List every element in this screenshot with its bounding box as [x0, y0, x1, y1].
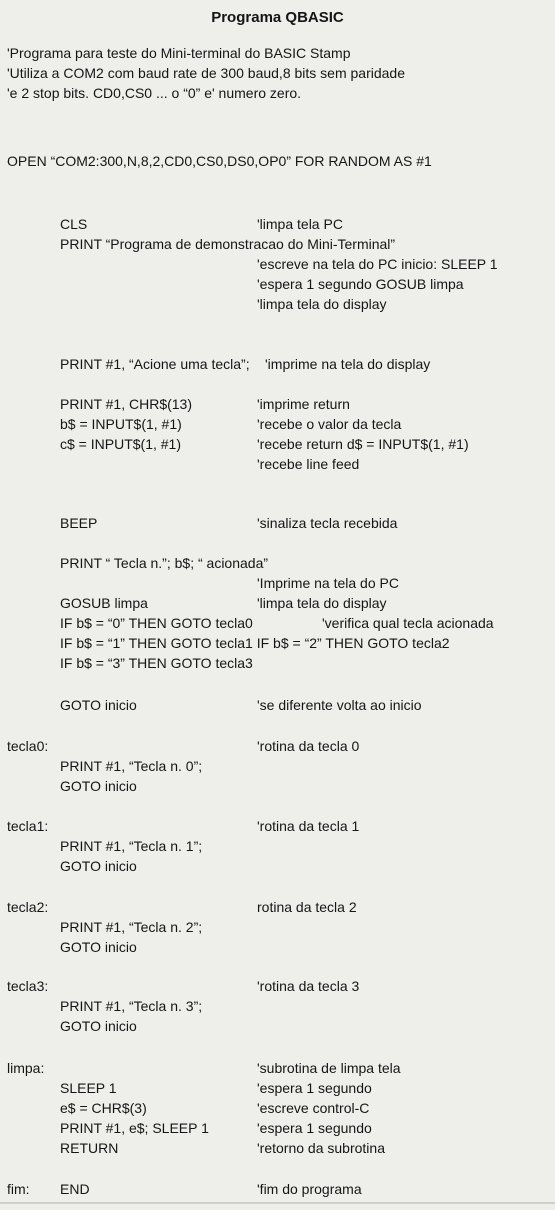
- code-comment: 'rotina da tecla 3: [257, 978, 360, 994]
- code-line: PRINT “Programa de demonstracao do Mini-Terminal”: [60, 236, 396, 252]
- code-label: tecla1:: [7, 818, 49, 834]
- code-comment: rotina da tecla 2: [257, 899, 357, 915]
- bottom-divider: [0, 1202, 555, 1204]
- document-title: Programa QBASIC: [211, 9, 344, 26]
- code-comment: 'retorno da subrotina: [257, 1140, 385, 1156]
- code-label: fim:: [7, 1181, 30, 1197]
- code-label: tecla0:: [7, 738, 49, 754]
- code-line: PRINT #1, “Tecla n. 0”;: [60, 758, 203, 774]
- code-line: SLEEP 1: [60, 1080, 117, 1096]
- code-line: GOTO inicio: [60, 1018, 137, 1034]
- code-line: IF b$ = “1” THEN GOTO tecla1 IF b$ = “2” THEN GOTO tecla2: [60, 635, 450, 651]
- code-line: PRINT #1, CHR$(13): [60, 396, 193, 412]
- code-line: GOTO inicio: [60, 939, 137, 955]
- code-line: c$ = INPUT$(1, #1): [60, 436, 181, 452]
- code-comment: 'limpa tela PC: [257, 216, 343, 232]
- code-line: END: [60, 1181, 90, 1197]
- code-line: RETURN: [60, 1140, 119, 1156]
- code-comment: 'escreve control-C: [257, 1100, 370, 1116]
- code-line: IF b$ = “0” THEN GOTO tecla0: [60, 615, 253, 631]
- code-comment: 'imprime na tela do display: [265, 356, 431, 372]
- code-line: IF b$ = “3” THEN GOTO tecla3: [60, 655, 253, 671]
- code-comment: 'Imprime na tela do PC: [257, 575, 399, 591]
- code-comment: 'espera 1 segundo: [257, 1080, 372, 1096]
- code-comment: 'limpa tela do display: [257, 595, 387, 611]
- code-line: PRINT “ Tecla n.”; b$; “ acionada”: [60, 555, 269, 571]
- code-comment: 'recebe return d$ = INPUT$(1, #1): [257, 436, 469, 452]
- code-line: BEEP: [60, 515, 98, 531]
- code-line: e$ = CHR$(3): [60, 1100, 147, 1116]
- code-comment: 'recebe line feed: [257, 456, 360, 472]
- code-line: PRINT #1, e$; SLEEP 1: [60, 1120, 209, 1136]
- code-line: b$ = INPUT$(1, #1): [60, 416, 182, 432]
- code-line: PRINT #1, “Acione uma tecla”;: [60, 356, 250, 372]
- code-line: GOTO inicio: [60, 858, 137, 874]
- code-label: tecla2:: [7, 899, 49, 915]
- code-comment: 'sinaliza tecla recebida: [257, 515, 398, 531]
- code-comment: 'espera 1 segundo GOSUB limpa: [257, 276, 464, 292]
- code-label: limpa:: [7, 1060, 45, 1076]
- code-comment: 'se diferente volta ao inicio: [257, 697, 422, 713]
- code-label: tecla3:: [7, 978, 49, 994]
- code-comment: 'subrotina de limpa tela: [257, 1060, 401, 1076]
- code-comment: 'imprime return: [257, 396, 350, 412]
- code-comment: 'rotina da tecla 0: [257, 738, 360, 754]
- code-line: GOSUB limpa: [60, 595, 148, 611]
- code-line: PRINT #1, “Tecla n. 2”;: [60, 919, 203, 935]
- code-comment: 'rotina da tecla 1: [257, 818, 360, 834]
- open-statement: OPEN “COM2:300,N,8,2,CD0,CS0,DS0,OP0” FOR RANDOM AS #1: [7, 153, 432, 169]
- code-line: PRINT #1, “Tecla n. 1”;: [60, 838, 203, 854]
- code-comment: 'limpa tela do display: [257, 296, 387, 312]
- code-comment: 'escreve na tela do PC inicio: SLEEP 1: [257, 256, 498, 272]
- code-comment: 'recebe o valor da tecla: [257, 416, 402, 432]
- header-comment: 'e 2 stop bits. CD0,CS0 ... o “0” e' numero zero.: [7, 85, 302, 101]
- code-line: PRINT #1, “Tecla n. 3”;: [60, 998, 203, 1014]
- header-comment: 'Programa para teste do Mini-terminal do BASIC Stamp: [7, 45, 351, 61]
- code-comment: 'verifica qual tecla acionada: [322, 615, 494, 631]
- code-comment: 'fim do programa: [257, 1181, 362, 1197]
- code-line: GOTO inicio: [60, 697, 137, 713]
- code-line: CLS: [60, 216, 88, 232]
- header-comment: 'Utiliza a COM2 com baud rate de 300 baud,8 bits sem paridade: [7, 65, 406, 81]
- code-comment: 'espera 1 segundo: [257, 1120, 372, 1136]
- code-line: GOTO inicio: [60, 778, 137, 794]
